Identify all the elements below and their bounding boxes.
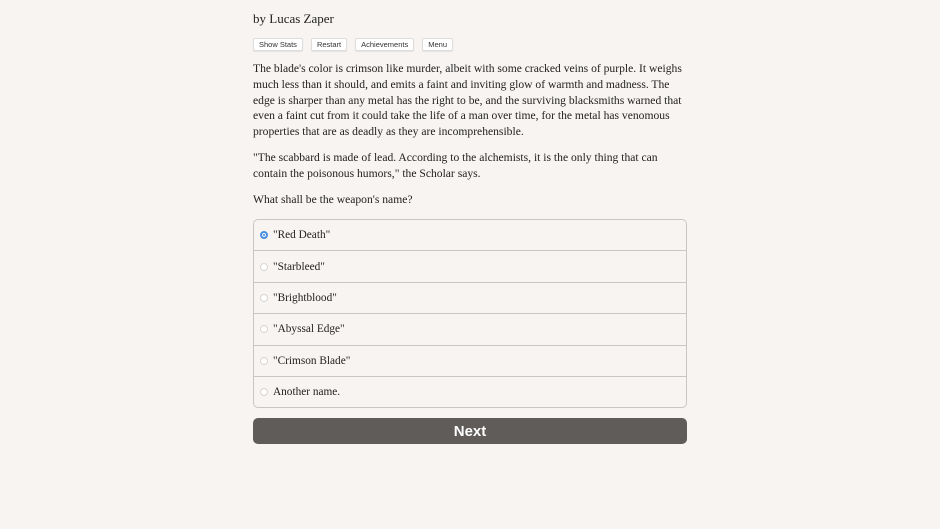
radio-icon[interactable] bbox=[260, 388, 268, 396]
next-button[interactable]: Next bbox=[253, 418, 687, 444]
choice-label: "Abyssal Edge" bbox=[273, 323, 345, 336]
choice-option[interactable] bbox=[254, 376, 686, 407]
choice-option[interactable] bbox=[254, 345, 686, 376]
choice-label: "Brightblood" bbox=[273, 291, 337, 304]
choice-option[interactable] bbox=[254, 250, 686, 281]
radio-selected-icon[interactable] bbox=[260, 231, 268, 239]
show-stats-button[interactable]: Show Stats bbox=[253, 38, 303, 51]
question-text: What shall be the weapon's name? bbox=[253, 192, 413, 206]
radio-icon[interactable] bbox=[260, 325, 268, 333]
choice-option[interactable] bbox=[254, 282, 686, 313]
choice-label: "Crimson Blade" bbox=[273, 354, 351, 367]
choice-label: Another name. bbox=[273, 386, 341, 399]
choice-option[interactable] bbox=[254, 313, 686, 344]
story-paragraph: "The scabbard is made of lead. According to the alchemists, it is the only thing that can contain the poisonous humors," the Scholar says. bbox=[253, 150, 658, 180]
restart-button[interactable]: Restart bbox=[311, 38, 347, 51]
choice-option[interactable] bbox=[254, 220, 686, 250]
story-paragraph: The blade's color is crimson like murder, albeit with some cracked veins of purple. It weighs much less than it should, and emits a faint and inviting glow of warmth and madness. The edge is sharper than any metal has the right to be, and the surviving blacksmiths warned that even a faint cut from it could take the life of a man over time, for the metal has venomous properties that are as deadly as they are incomprehensible. bbox=[253, 62, 682, 139]
menu-button[interactable]: Menu bbox=[422, 38, 453, 51]
radio-icon[interactable] bbox=[260, 263, 268, 271]
achievements-button[interactable]: Achievements bbox=[355, 38, 414, 51]
radio-icon[interactable] bbox=[260, 357, 268, 365]
author-byline: by Lucas Zaper bbox=[253, 11, 334, 26]
choice-list bbox=[253, 219, 687, 408]
choice-label: "Starbleed" bbox=[273, 260, 325, 273]
choice-label: "Red Death" bbox=[273, 229, 331, 242]
toolbar bbox=[253, 38, 453, 51]
story-text bbox=[253, 61, 693, 217]
radio-icon[interactable] bbox=[260, 294, 268, 302]
